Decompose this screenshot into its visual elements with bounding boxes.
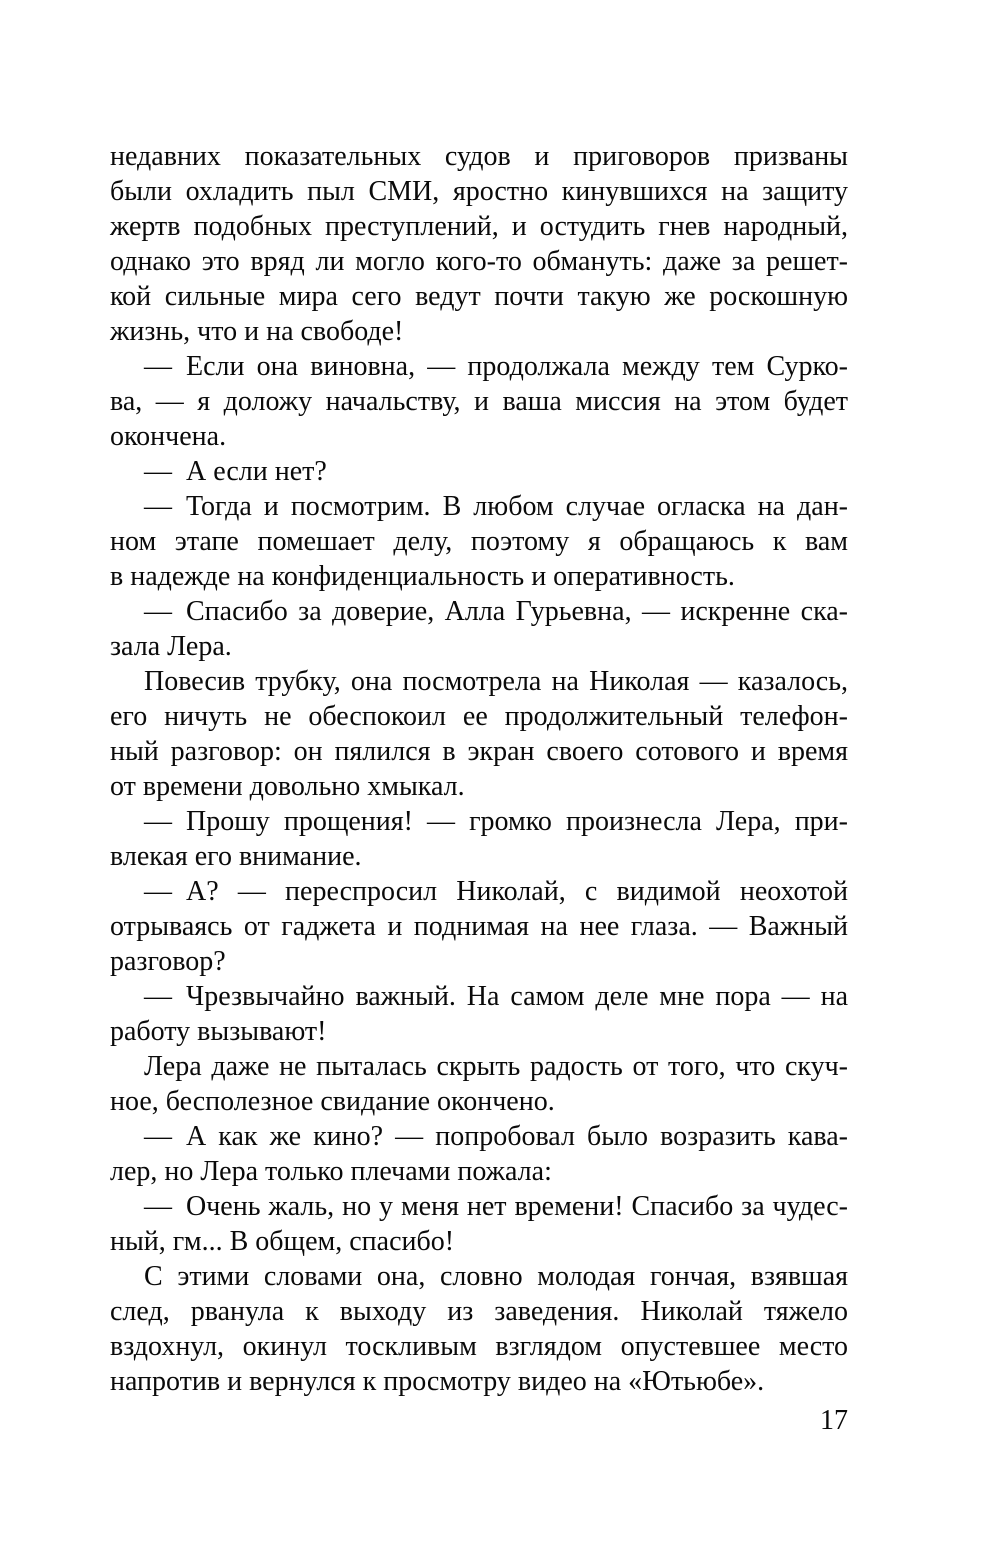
text-line: однако это вряд ли могло кого-то обмануть: даже за решет- xyxy=(110,246,848,277)
text-line: зала Лера. xyxy=(110,631,232,662)
text-line: окончена. xyxy=(110,421,227,452)
paragraph xyxy=(110,874,848,979)
paragraph xyxy=(110,139,848,349)
text-line: — А? — переспросил Николай, с видимой неохотой xyxy=(144,876,848,907)
text-line: жизнь, что и на свободе! xyxy=(110,316,404,347)
text-line: ный разговор: он пялился в экран своего сотового и время xyxy=(110,736,848,767)
text-line: — Если она виновна, — продолжала между тем Сурко- xyxy=(144,351,848,382)
text-line: жертв подобных преступлений, и остудить гнев народный, xyxy=(110,211,848,242)
text-line: напротив и вернулся к просмотру видео на «Ютьюбе». xyxy=(110,1366,765,1397)
text-line: были охладить пыл СМИ, яростно кинувшихся на защиту xyxy=(110,176,848,207)
text-line: от времени довольно хмыкал. xyxy=(110,771,465,802)
paragraph xyxy=(110,804,848,874)
paragraph xyxy=(110,1119,848,1189)
text-line: ное, бесполезное свидание окончено. xyxy=(110,1086,555,1117)
text-line: — Прошу прощения! — громко произнесла Лера, при- xyxy=(144,806,848,837)
text-line: работу вызывают! xyxy=(110,1016,327,1047)
paragraph xyxy=(110,1049,848,1119)
paragraph xyxy=(110,489,848,594)
text-line: Повесив трубку, она посмотрела на Николая — казалось, xyxy=(144,666,848,697)
text-line: разговор? xyxy=(110,946,226,977)
text-line: кой сильные мира сего ведут почти такую же роскошную xyxy=(110,281,848,312)
text-line: ном этапе помешает делу, поэтому я обращаюсь к вам xyxy=(110,526,848,557)
text-line: в надежде на конфиденциальность и оперативность. xyxy=(110,561,735,592)
text-line: вздохнул, окинул тоскливым взглядом опустевшее место xyxy=(110,1331,848,1362)
text-line: след, рванула к выходу из заведения. Николай тяжело xyxy=(110,1296,848,1327)
paragraph xyxy=(110,1189,848,1259)
text-line: — Очень жаль, но у меня нет времени! Спасибо за чудес- xyxy=(144,1191,848,1222)
text-line: — Спасибо за доверие, Алла Гурьевна, — искренне ска- xyxy=(144,596,848,627)
page-number: 17 xyxy=(820,1405,848,1436)
paragraph xyxy=(110,594,848,664)
text-line: — Чрезвычайно важный. На самом деле мне пора — на xyxy=(144,981,848,1012)
text-line: лер, но Лера только плечами пожала: xyxy=(110,1156,552,1187)
text-line: влекая его внимание. xyxy=(110,841,362,872)
text-line: ва, — я доложу начальству, и ваша миссия на этом будет xyxy=(110,386,848,417)
paragraph xyxy=(110,664,848,804)
text-line: ный, гм... В общем, спасибо! xyxy=(110,1226,455,1257)
text-line: С этими словами она, словно молодая гончая, взявшая xyxy=(144,1261,848,1292)
text-line: Лера даже не пыталась скрыть радость от того, что скуч- xyxy=(144,1051,848,1082)
paragraph xyxy=(110,454,848,489)
paragraph xyxy=(110,1259,848,1399)
paragraph xyxy=(110,349,848,454)
text-line: — Тогда и посмотрим. В любом случае огласка на дан- xyxy=(144,491,848,522)
paragraph xyxy=(110,979,848,1049)
text-line: недавних показательных судов и приговоров призваны xyxy=(110,141,848,172)
text-line: — А если нет? xyxy=(144,456,327,487)
text-line: его ничуть не обеспокоил ее продолжительный телефон- xyxy=(110,701,848,732)
text-block xyxy=(110,139,848,1438)
text-line: отрываясь от гаджета и поднимая на нее глаза. — Важный xyxy=(110,911,848,942)
text-line: — А как же кино? — попробовал было возразить кава- xyxy=(144,1121,848,1152)
